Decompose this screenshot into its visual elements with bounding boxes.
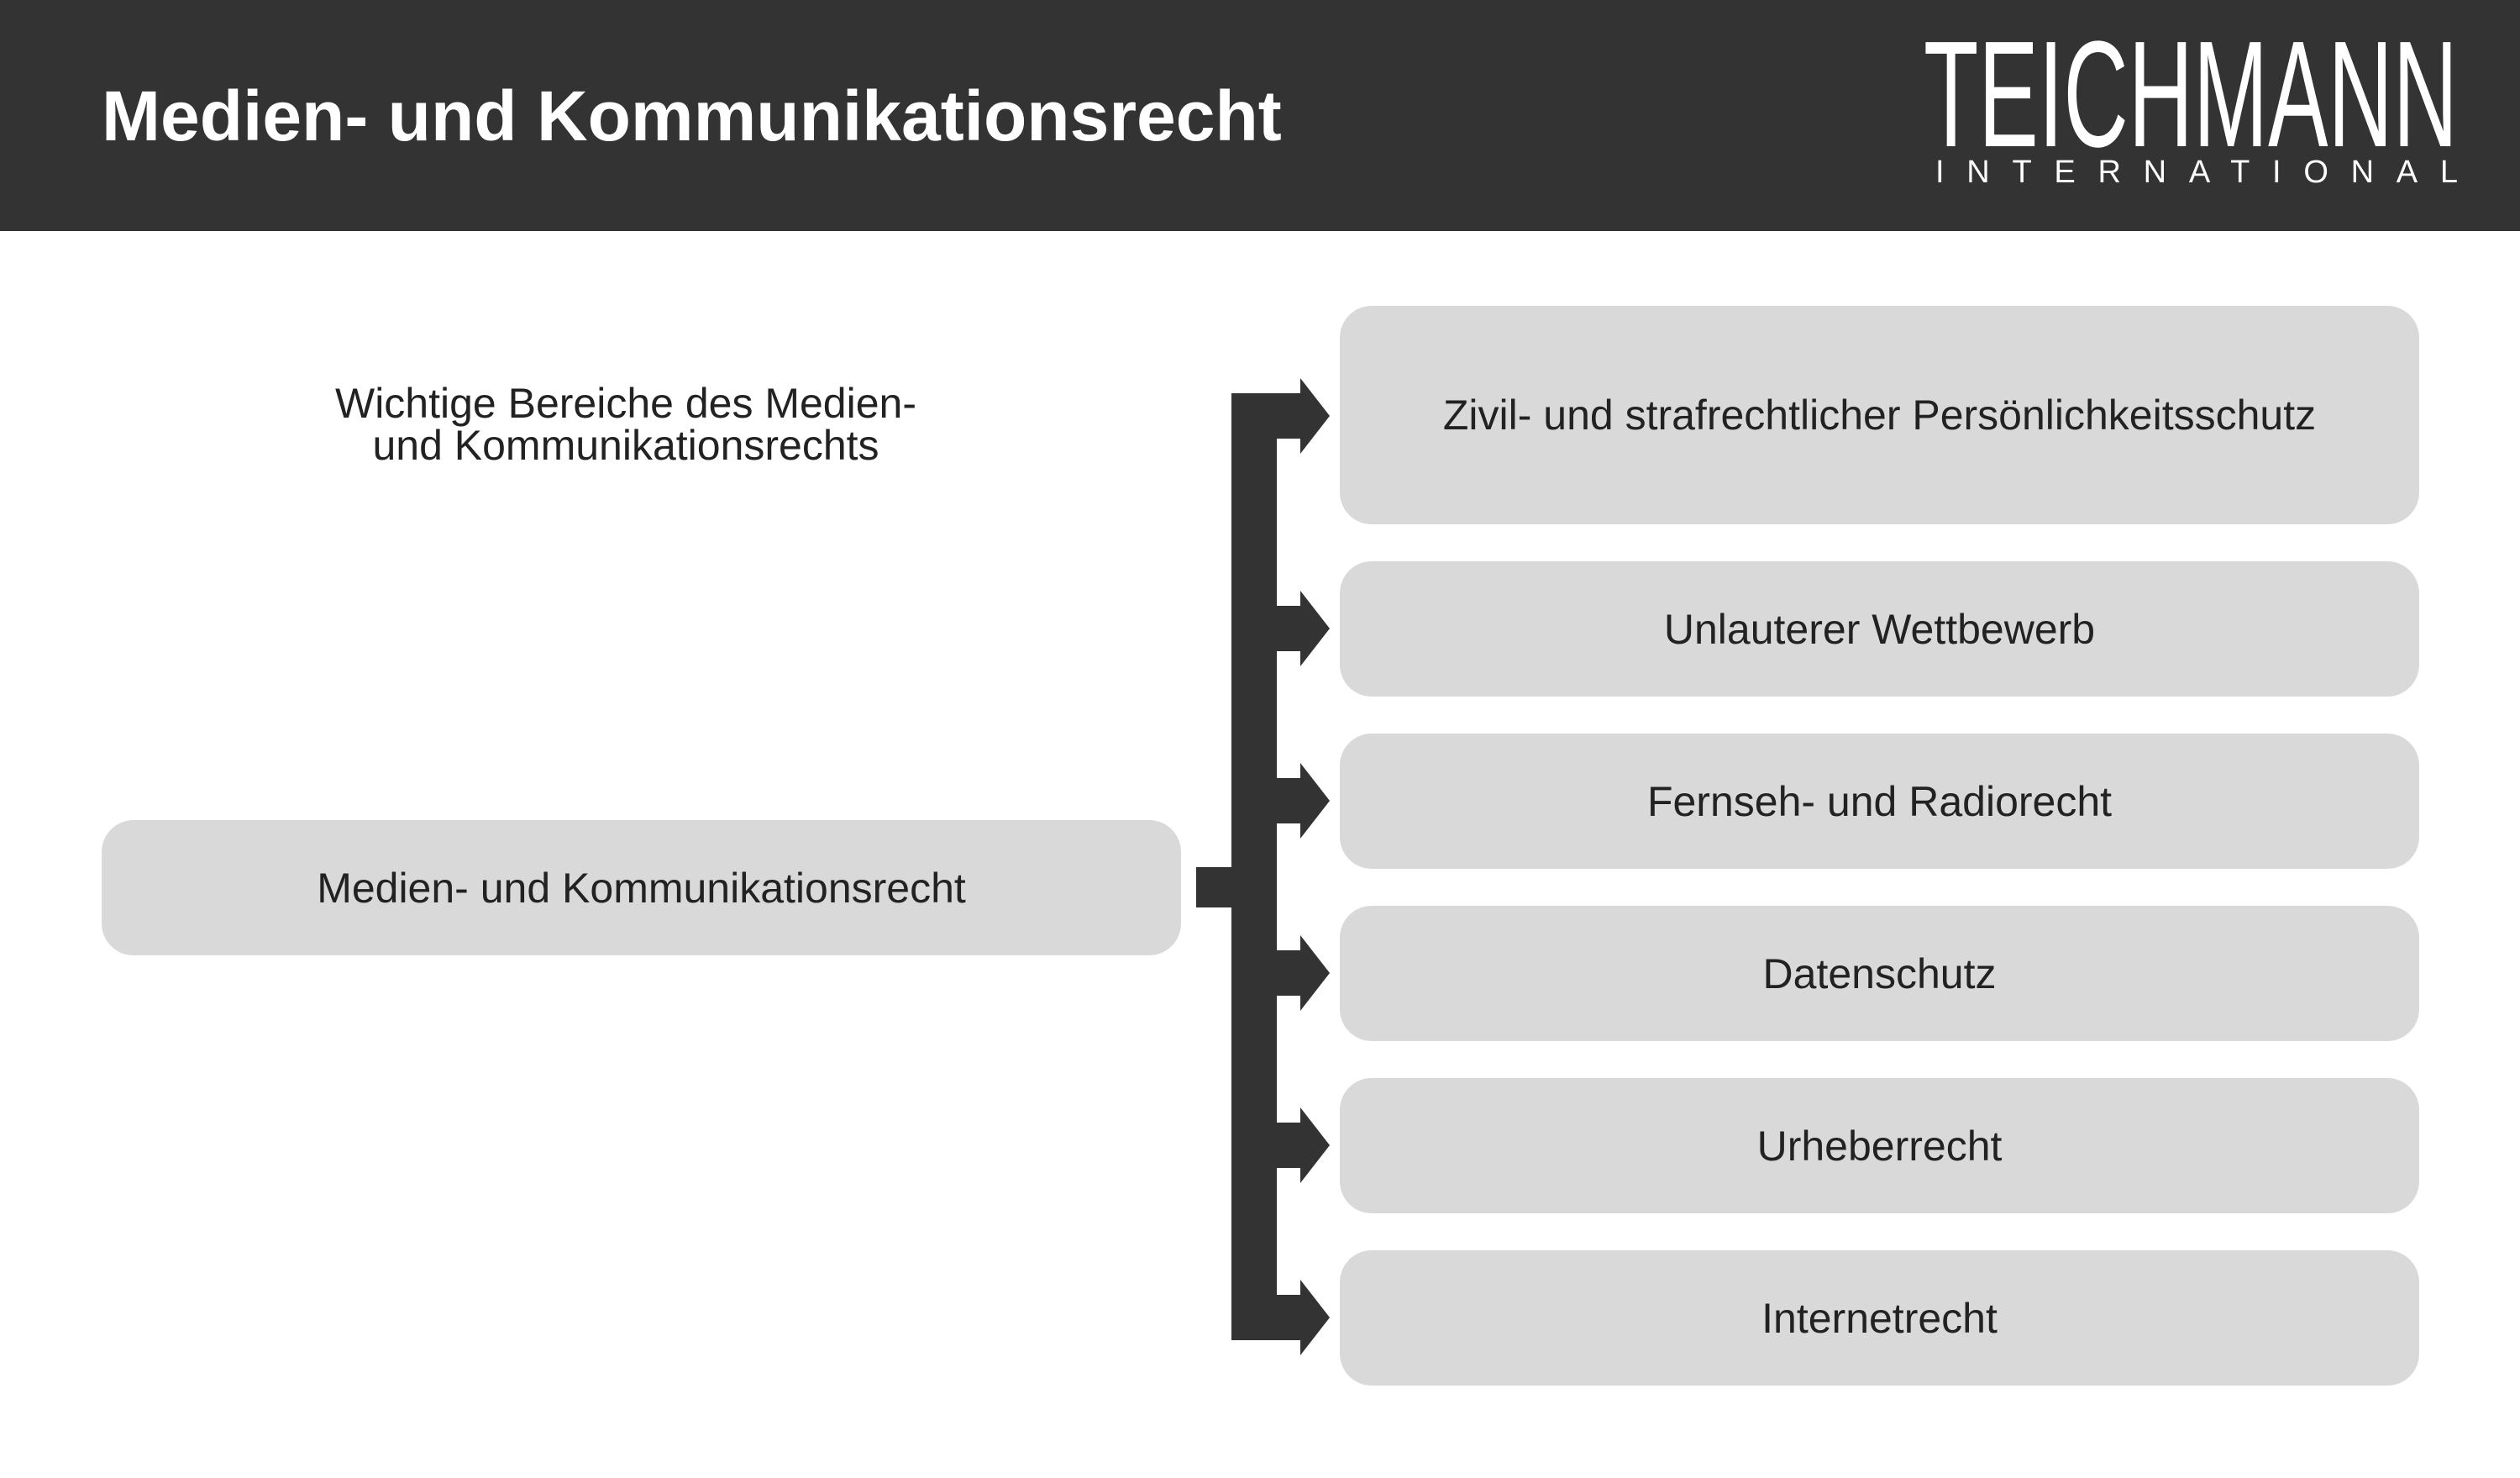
branch-node-datenschutz bbox=[1340, 906, 2419, 1041]
header-bar bbox=[0, 0, 2520, 231]
branch-node-persoenlichkeitsschutz bbox=[1340, 306, 2419, 524]
diagram-subtitle: Wichtige Bereiche des Medien- und Kommunikationsrechts bbox=[335, 380, 916, 469]
branch-node-wettbewerb bbox=[1340, 561, 2419, 697]
svg-text:TEICHMANN: TEICHMANN bbox=[1924, 27, 2458, 179]
branch-node-label: Zivil- und strafrechtlicher Persönlichkeitsschutz bbox=[1442, 392, 2317, 439]
root-node bbox=[102, 820, 1181, 955]
branch-node-label: Urheberrecht bbox=[1756, 1122, 2003, 1170]
branch-node-rundfunk bbox=[1340, 734, 2419, 869]
branch-node-urheberrecht bbox=[1340, 1078, 2419, 1213]
branch-node-label: Unlauterer Wettbewerb bbox=[1663, 605, 2096, 653]
svg-text:INTERNATIONAL: INTERNATIONAL bbox=[1935, 155, 2458, 190]
root-node-label: Medien- und Kommunikationsrecht bbox=[317, 864, 966, 912]
branch-node-label: Fernseh- und Radiorecht bbox=[1646, 777, 2113, 825]
branch-node-internetrecht bbox=[1340, 1250, 2419, 1386]
page-title: Medien- und Kommunikationsrecht bbox=[102, 76, 1282, 155]
branch-node-label: Internetrecht bbox=[1761, 1294, 1998, 1342]
branch-node-label: Datenschutz bbox=[1762, 949, 1997, 997]
teichmann-logo bbox=[1924, 27, 2470, 195]
